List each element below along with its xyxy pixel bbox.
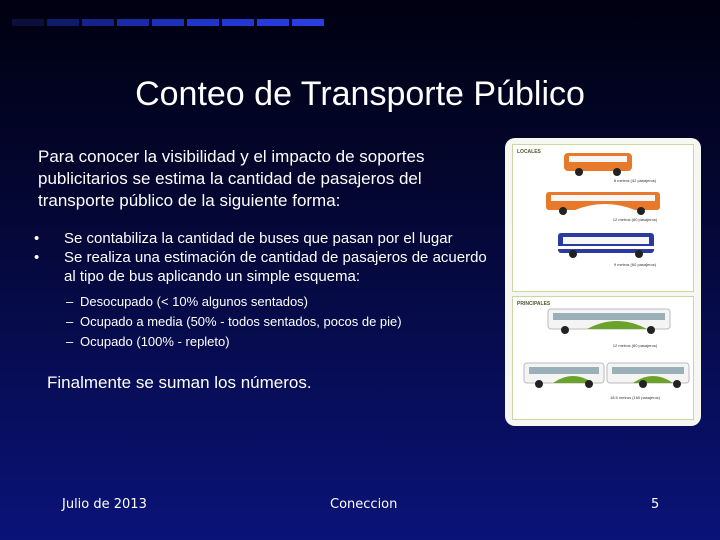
bullet-item: • Se realiza una estimación de cantidad de pasajeros de acuerdo al tipo de bus aplicando un simple esquema: [34,248,494,286]
bullet-list [34,229,494,286]
sub-bullet-text: Ocupado a media (50% - todos sentados, pocos de pie) [80,314,402,329]
blue-bus-icon [557,231,657,259]
sub-bullet-text: Desocupado (< 10% algunos sentados) [80,294,309,309]
decorative-top-bar [12,19,324,26]
intro-paragraph: Para conocer la visibilidad y el impacto de soportes publicitarios se estima la cantidad de pasajeros del transporte público de la siguiente forma: [38,147,425,210]
orange-minibus-icon [563,151,635,177]
bullet-text: Se realiza una estimación de cantidad de pasajeros de acuerdo al tipo de bus aplicando un simple esquema: [64,249,487,285]
sub-bullet-text: Ocupado (100% - repleto) [80,334,230,349]
footer-date: Julio de 2013 [62,497,147,512]
bullet-text: Se contabiliza la cantidad de buses que pasan por el lugar [64,230,453,247]
orange-bus-icon [545,190,663,216]
principales-label: PRINCIPALES [517,301,551,307]
sub-bullet-item: – Ocupado (100% - repleto) [66,332,486,352]
articulated-bus-icon [523,361,693,389]
page-number: 5 [651,497,660,512]
bus-caption: 9 metros (60 pasajeros) [613,262,657,267]
bus-caption: 12 metros (80 pasajeros) [612,343,658,348]
bus-caption: 18.5 metros (160 pasajeros) [609,395,661,400]
sub-bullet-list [66,292,486,352]
bus-types-image [505,138,701,426]
footer-company: Coneccion [330,497,398,512]
closing-text: Finalmente se suman los números. [47,373,312,392]
bus-caption: 8 metros (42 pasajeros) [613,178,657,183]
locales-section [512,144,694,292]
green-bus-icon [547,307,673,335]
bus-caption: 12 metros (80 pasajeros) [612,217,658,222]
sub-bullet-item: – Ocupado a media (50% - todos sentados, pocos de pie) [66,312,486,332]
principales-section [512,296,694,420]
slide-title: Conteo de Transporte Público [135,75,585,113]
locales-label: LOCALES [517,149,541,155]
bullet-item: • Se contabiliza la cantidad de buses que pasan por el lugar [34,230,453,247]
sub-bullet-item: – Desocupado (< 10% algunos sentados) [66,292,486,312]
